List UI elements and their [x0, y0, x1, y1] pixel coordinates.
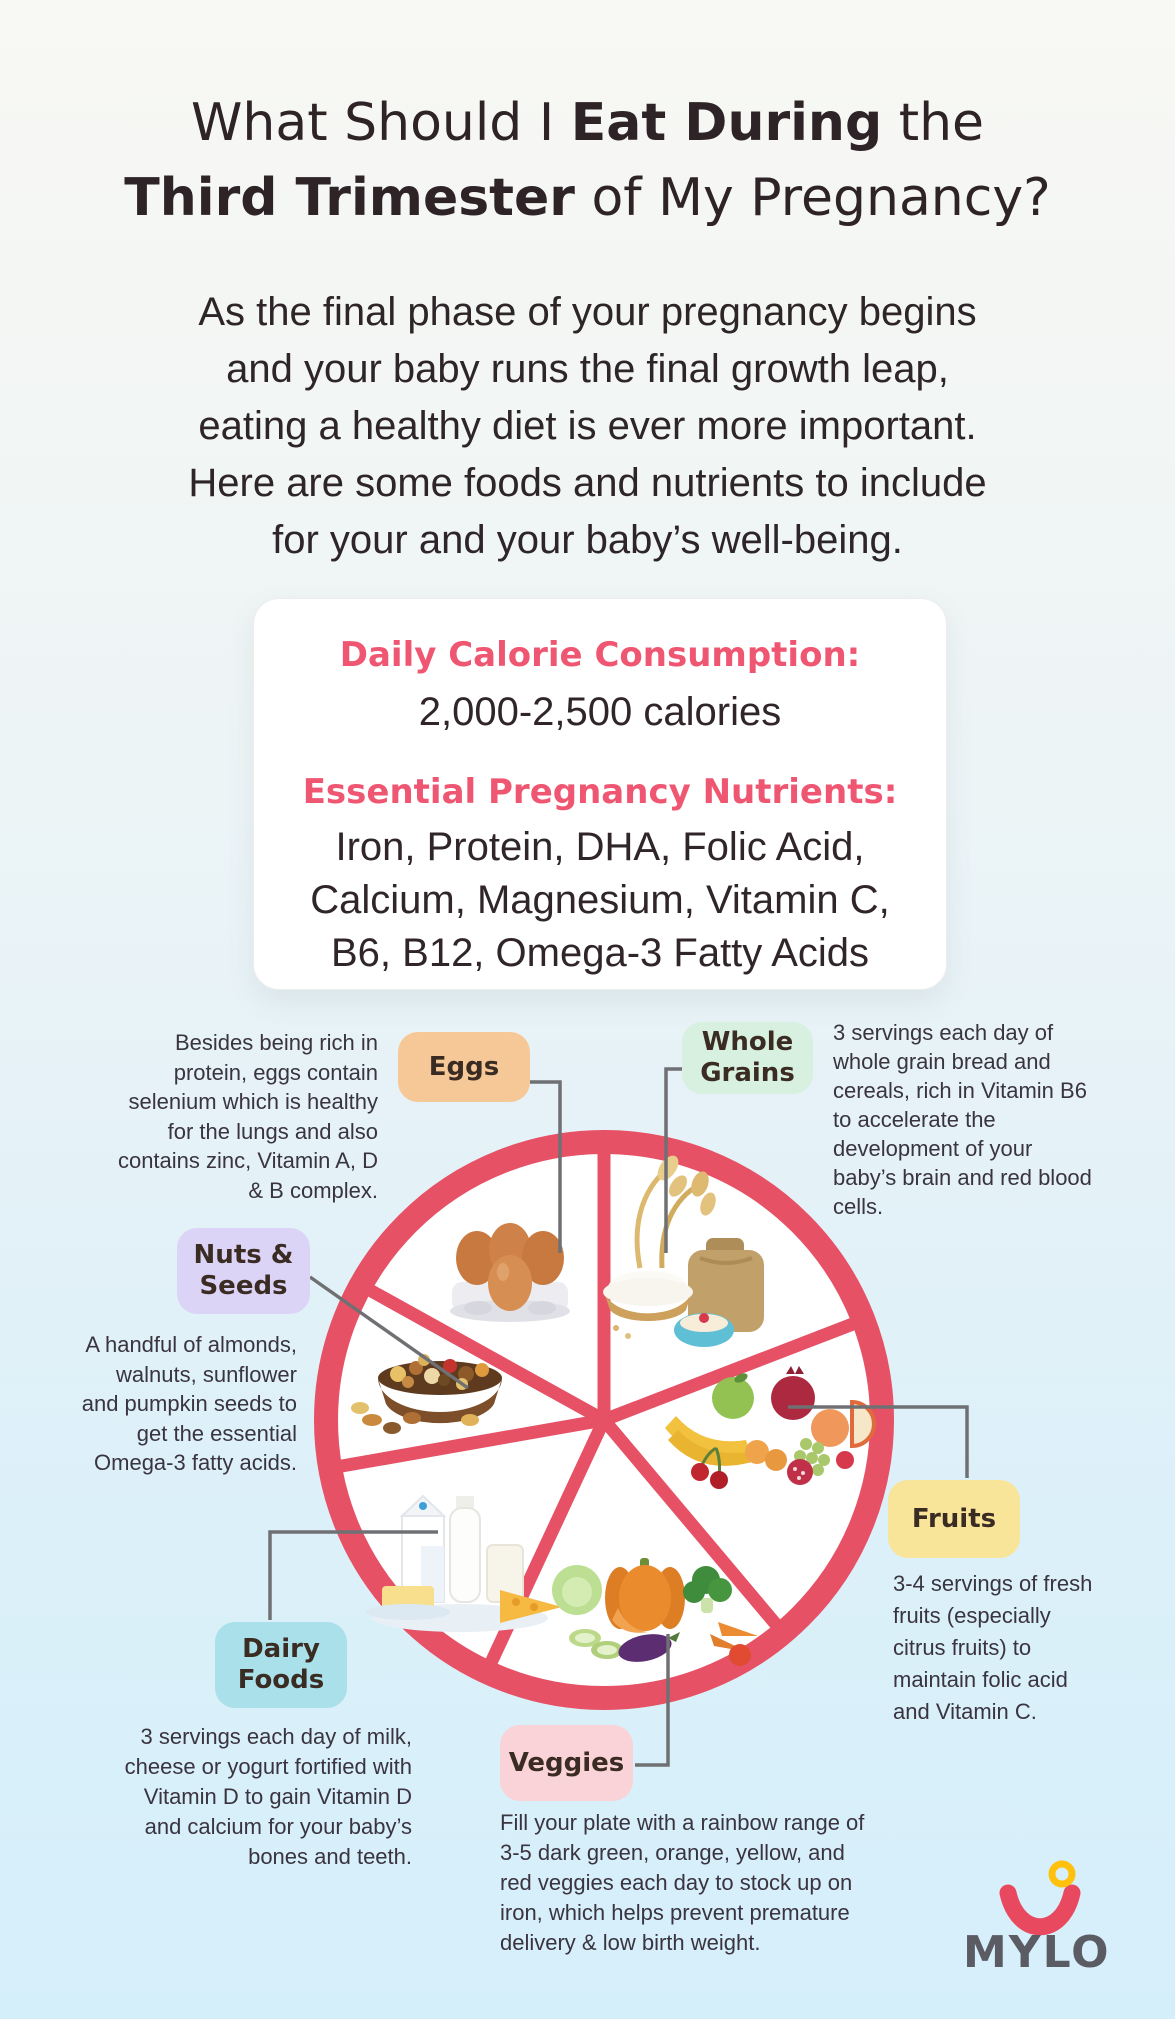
daily-calorie-heading: Daily Calorie Consumption: — [339, 635, 861, 675]
text-line: fruits (especially — [893, 1603, 1051, 1628]
text-line: 3-4 servings of fresh — [893, 1571, 1093, 1596]
text-line: Vitamin D to gain Vitamin D — [143, 1784, 412, 1809]
text-line: and your baby runs the final growth leap, — [226, 347, 949, 391]
text-line: Fill your plate with a rainbow range of — [500, 1810, 865, 1835]
text-line: As the final phase of your pregnancy begins — [198, 290, 977, 334]
text-line: & B complex. — [248, 1177, 378, 1203]
mylo-logo — [963, 1864, 1111, 1978]
text-line: Calcium, Magnesium, Vitamin C, — [310, 878, 890, 922]
text-line: cereals, rich in Vitamin B6 — [833, 1078, 1087, 1103]
text-line: development of your — [833, 1136, 1033, 1161]
text-line: selenium which is healthy — [128, 1089, 378, 1114]
text-line: get the essential — [136, 1420, 297, 1446]
text-line: and calcium for your baby’s — [144, 1814, 412, 1839]
whole-grains-description — [833, 1018, 1123, 1221]
veggies-description — [500, 1808, 910, 1958]
nuts-seeds-chip: Nuts & Seeds — [177, 1228, 310, 1314]
text-line: Omega-3 fatty acids. — [94, 1450, 297, 1475]
nuts-seeds-description — [60, 1330, 297, 1478]
text-line: 3 servings each day of — [833, 1020, 1054, 1045]
text-line: B6, B12, Omega-3 Fatty Acids — [330, 931, 870, 975]
text-line: citrus fruits) to — [893, 1635, 1032, 1660]
text-line: contains zinc, Vitamin A, D — [117, 1148, 378, 1173]
veggies-chip: Veggies — [500, 1725, 633, 1801]
text-line: bones and teeth. — [248, 1844, 412, 1869]
text-line: for your and your baby’s well-being. — [272, 518, 903, 562]
text-line: eating a healthy diet is ever more important. — [198, 404, 977, 448]
text-line: cells. — [833, 1194, 884, 1219]
text-line: whole grain bread and — [833, 1049, 1051, 1074]
fruits-description — [893, 1568, 1133, 1728]
text-line: Besides being rich in — [174, 1030, 378, 1055]
text-line: protein, eggs contain — [173, 1059, 378, 1085]
text-line: to accelerate the — [833, 1107, 996, 1132]
text-line: red veggies each day to stock up on — [500, 1870, 853, 1895]
text-line: 3 servings each day of milk, — [140, 1724, 412, 1749]
smile-icon — [1008, 1893, 1072, 1927]
text-line: and pumpkin seeds to — [81, 1391, 297, 1416]
text-line: for the lungs and also — [167, 1118, 378, 1144]
text-line: delivery & low birth weight. — [500, 1930, 761, 1955]
text-line: and Vitamin C. — [893, 1699, 1037, 1724]
text-line: walnuts, sunflower — [116, 1361, 297, 1387]
text-line: 3-5 dark green, orange, yellow, and — [500, 1840, 845, 1865]
fruits-chip: Fruits — [888, 1480, 1020, 1558]
eggs-illustration — [450, 1223, 570, 1322]
eggs-description — [100, 1028, 378, 1205]
text-line: cheese or yogurt fortified with — [124, 1754, 412, 1779]
dairy-foods-chip: Dairy Foods — [215, 1622, 347, 1708]
donut-icon — [1052, 1864, 1072, 1884]
text-line: baby’s brain and red blood — [833, 1165, 1092, 1190]
text-line: Iron, Protein, DHA, Folic Acid, — [335, 825, 865, 869]
eggs-chip: Eggs — [398, 1032, 530, 1102]
text-line: maintain folic acid — [893, 1667, 1068, 1692]
daily-calorie-value: 2,000-2,500 calories — [418, 690, 782, 734]
title-line-2: Third Trimester of My Pregnancy? — [124, 168, 1051, 228]
dairy-foods-description — [105, 1722, 412, 1872]
essential-nutrients-heading: Essential Pregnancy Nutrients: — [302, 772, 898, 812]
text-line: A handful of almonds, — [85, 1332, 297, 1357]
logo-text: MYLO — [963, 1927, 1111, 1978]
title-line-1: What Should I Eat During the — [190, 93, 985, 153]
whole-grains-chip: Whole Grains — [682, 1022, 813, 1094]
text-line: Here are some foods and nutrients to include — [188, 461, 987, 505]
text-line: iron, which helps prevent premature — [500, 1900, 850, 1925]
